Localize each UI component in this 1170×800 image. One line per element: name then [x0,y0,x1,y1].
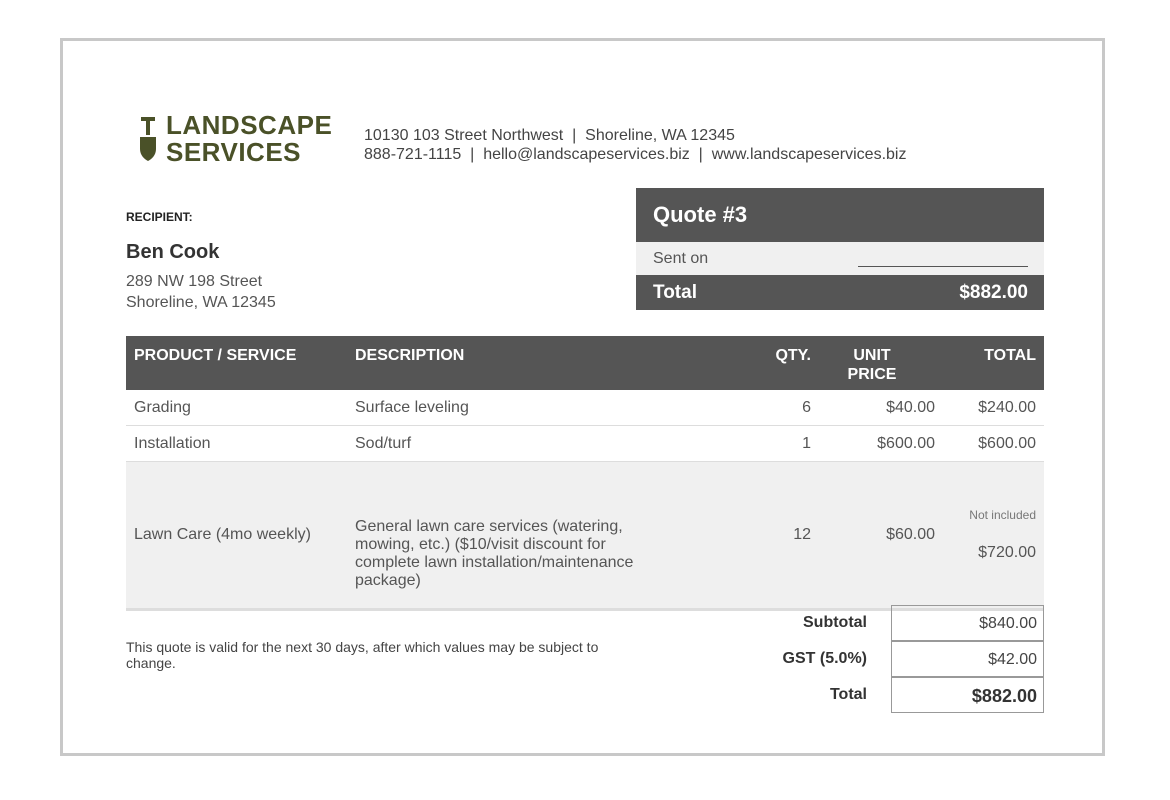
cell-total: $240.00 [943,390,1044,426]
table-row [126,462,1044,610]
header-description: DESCRIPTION [347,336,713,390]
recipient-address [126,271,276,313]
cell-total-value: $720.00 [978,544,1036,561]
subtotal-value: $840.00 [891,605,1044,641]
total-value: $882.00 [891,677,1044,713]
cell-product: Grading [126,390,347,426]
cell-unit-price: $600.00 [819,426,943,462]
cell-description: Surface leveling [347,390,713,426]
subtotal-row [700,605,1044,641]
cell-qty: 6 [713,390,819,426]
sent-on-row [636,242,1044,275]
cell-product: Installation [126,426,347,462]
tax-row [700,641,1044,677]
company-contact [364,126,906,164]
header-unit-price: UNIT PRICE [819,336,943,390]
total-row [700,677,1044,713]
header-product: PRODUCT / SERVICE [126,336,347,390]
cell-description: Sod/turf [347,426,713,462]
sent-on-blank [858,266,1028,267]
cell-product: Lawn Care (4mo weekly) [126,462,347,610]
tax-label: GST (5.0%) [782,650,867,667]
sent-on-label: Sent on [653,250,709,267]
cell-total: $600.00 [943,426,1044,462]
quote-total-row [636,275,1044,310]
company-address: 10130 103 Street Northwest | Shoreline, WA 12345 [364,127,735,144]
subtotal-label: Subtotal [803,614,867,631]
shovel-icon [138,115,158,163]
quote-title: Quote #3 [636,188,1044,242]
header-total: TOTAL [943,336,1044,390]
company-name-line1: LANDSCAPE [166,110,333,140]
company-contact-line: 888-721-1115 | hello@landscapeservices.biz | www.landscapeservices.biz [364,146,907,163]
quote-total-value: $882.00 [959,282,1028,303]
table-row [126,426,1044,462]
cell-qty: 12 [713,462,819,610]
cell-total [943,462,1044,610]
not-included-note: Not included [969,508,1036,522]
recipient-name: Ben Cook [126,241,220,263]
totals-summary [700,605,1044,713]
cell-description: General lawn care services (watering, mowing, etc.) ($10/visit discount for complete lawn installation/maintenance package) [347,462,713,610]
line-items-table [126,336,1044,611]
cell-qty: 1 [713,426,819,462]
company-logo [138,112,332,166]
recipient-city: Shoreline, WA 12345 [126,294,276,311]
table-row [126,390,1044,426]
recipient-street: 289 NW 198 Street [126,273,263,290]
recipient-label: RECIPIENT: [126,210,193,224]
quote-summary [636,188,1044,310]
validity-note: This quote is valid for the next 30 days, after which values may be subject to change. [126,639,599,671]
cell-unit-price: $60.00 [819,462,943,610]
table-header [126,336,1044,390]
cell-unit-price: $40.00 [819,390,943,426]
tax-value: $42.00 [891,641,1044,677]
header-qty: QTY. [713,336,819,390]
company-name-line2: SERVICES [166,137,302,167]
quote-total-label: Total [653,282,697,303]
total-label: Total [829,686,867,703]
